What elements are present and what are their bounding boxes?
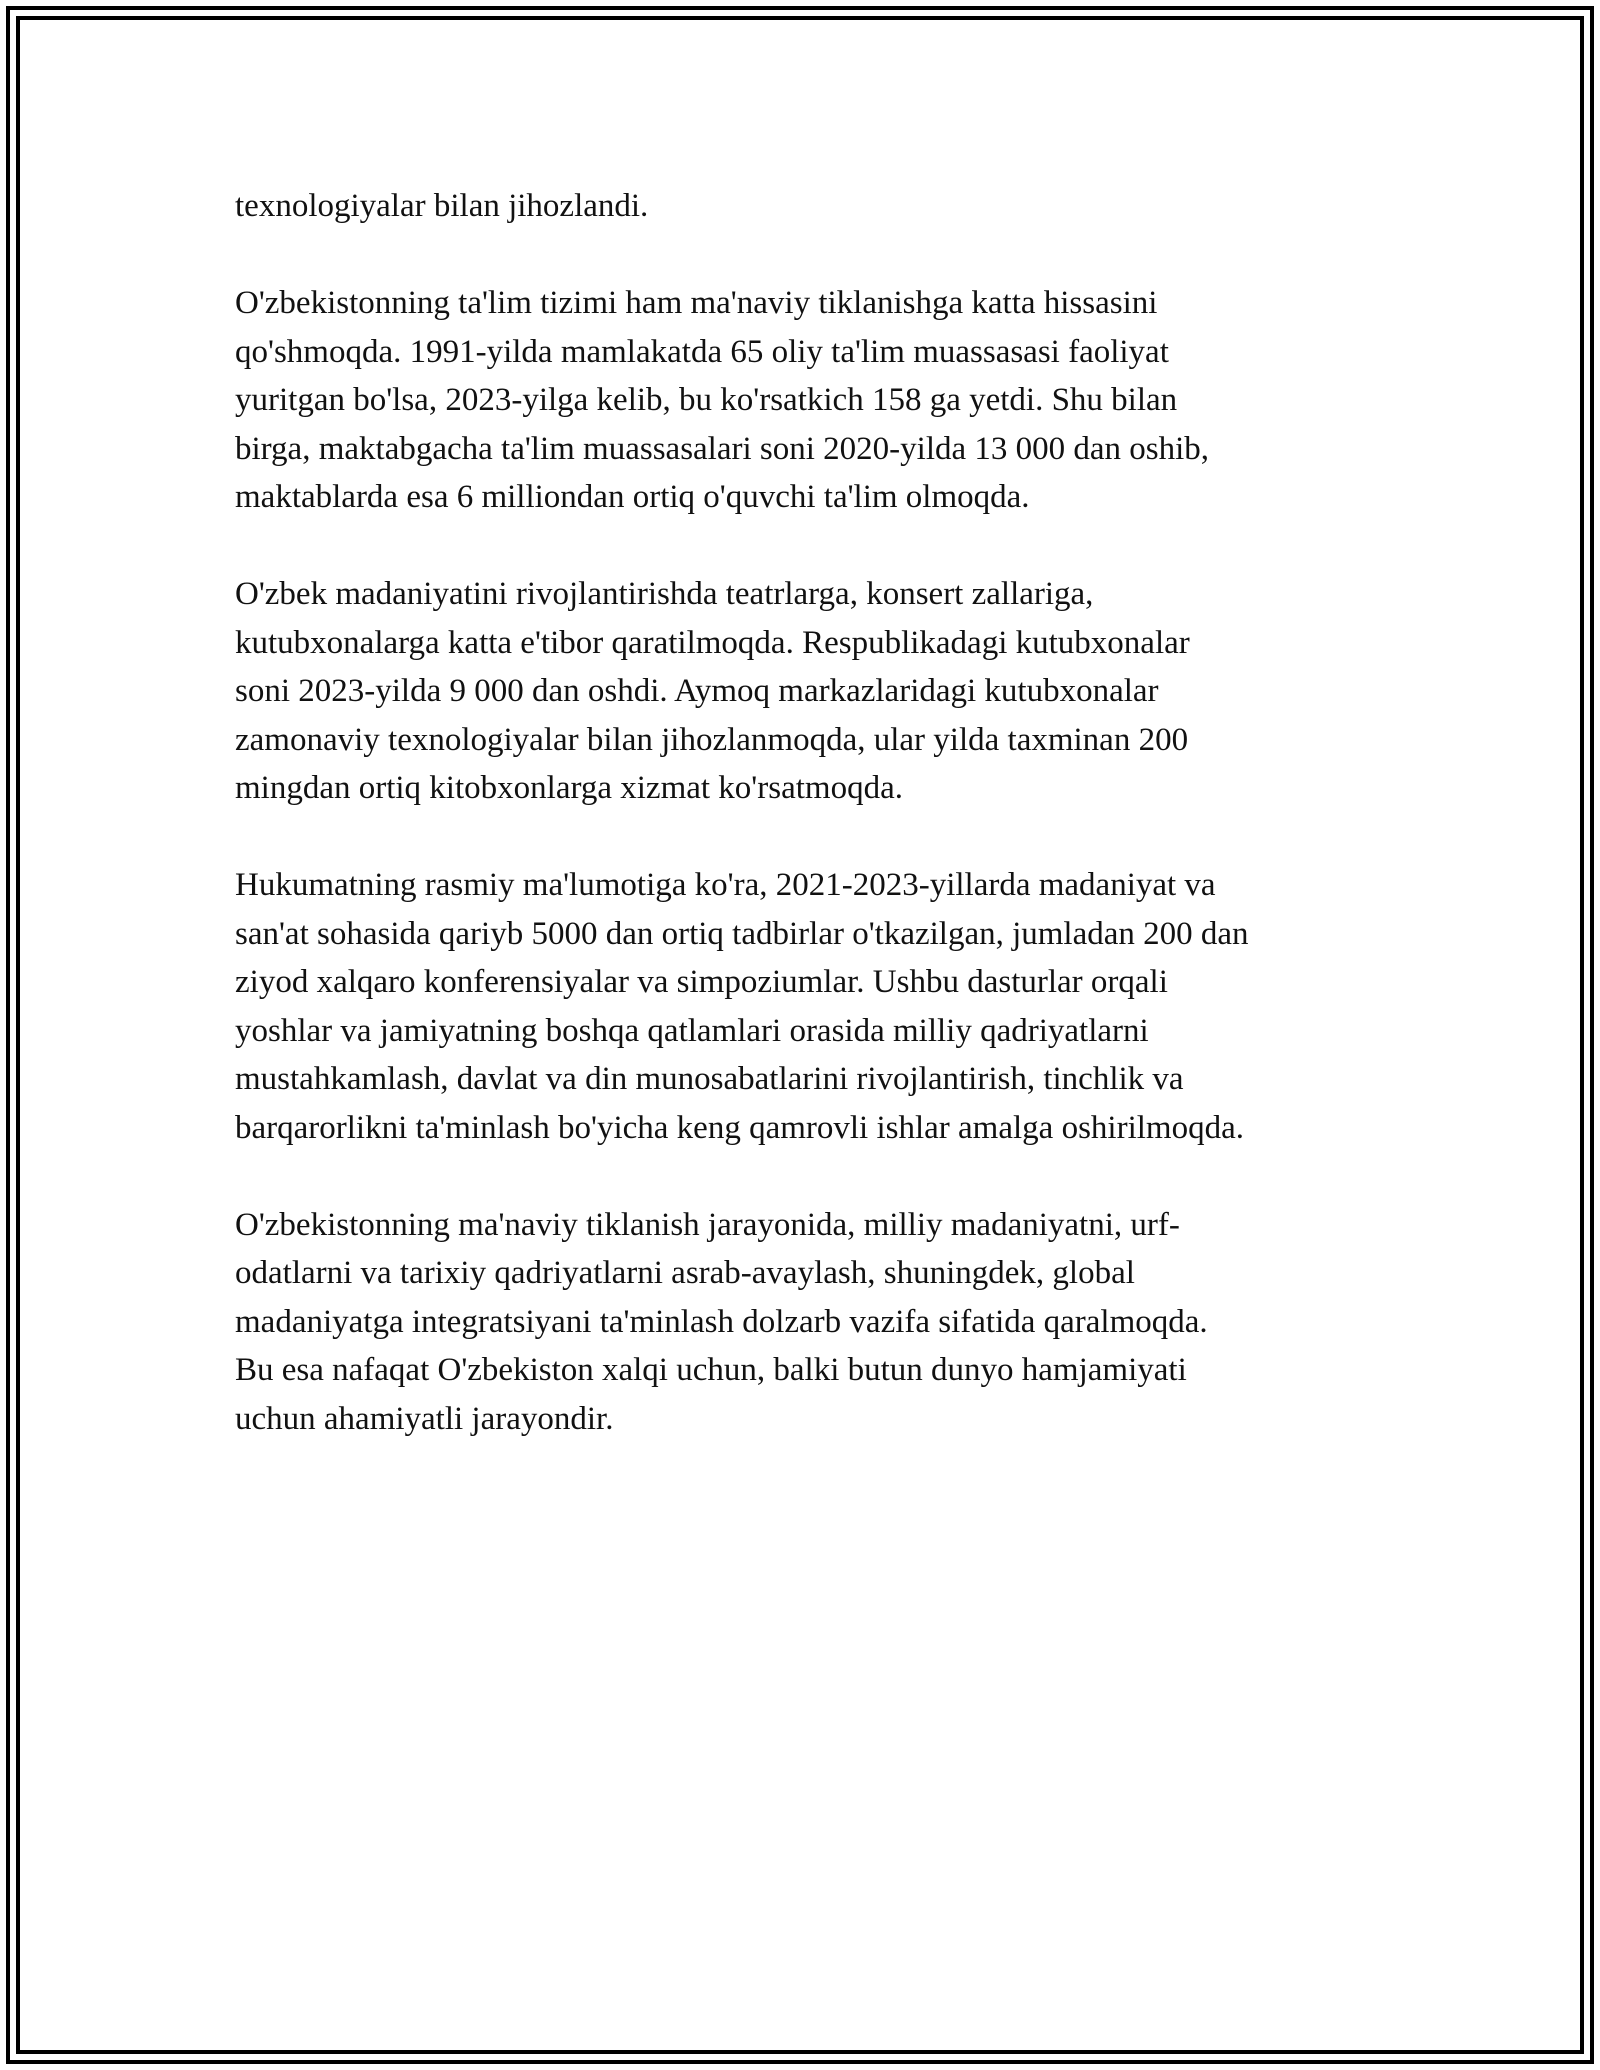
paragraph-2: O'zbekistonning ta'lim tizimi ham ma'naviy tiklanishga katta hissasini qo'shmoqda. 1991-yilda mamlakatda 65 oliy ta'lim muassasasi faoliyat yuritgan bo'lsa, 2023-yilga kelib, bu ko'rsatkich 158 ga yetdi. Shu bilan birga, maktabgacha ta'lim muassasalari soni 2020-yilda 13 000 dan oshib, maktablarda esa 6 milliondan ortiq o'quvchi ta'lim olmoqda. — [235, 285, 1210, 515]
paragraph-5: O'zbekistonning ma'naviy tiklanish jarayonida, milliy madaniyatni, urf- odatlarni va tarixiy qadriyatlarni asrab-avaylash, shuningdek, global madaniyatga integratsiyani ta'minlash dolzarb vazifa sifatida qaralmoqda. Bu esa nafaqat O'zbekiston xalqi uchun, balki butun dunyo hamjamiyati uchun ahamiyatli jarayondir. — [235, 1206, 1208, 1437]
document-body — [235, 182, 1375, 1492]
paragraph-1: texnologiyalar bilan jihozlandi. — [235, 188, 649, 224]
paragraph-3: O'zbek madaniyatini rivojlantirishda teatrlarga, konsert zallariga, kutubxonalarga katta e'tibor qaratilmoqda. Respublikadagi kutubxonalar soni 2023-yilda 9 000 dan oshdi. Aymoq markazlaridagi kutubxonalar zamonaviy texnologiyalar bilan jihozlanmoqda, ular yilda taxminan 200 mingdan ortiq kitobxonlarga xizmat ko'rsatmoqda. — [235, 576, 1190, 806]
paragraph-4: Hukumatning rasmiy ma'lumotiga ko'ra, 2021-2023-yillarda madaniyat va san'at sohasida qariyb 5000 dan ortiq tadbirlar o'tkazilgan, jumladan 200 dan ziyod xalqaro konferensiyalar va simpoziumlar. Ushbu dasturlar orqali yoshlar va jamiyatning boshqa qatlamlari orasida milliy qadriyatlarni mustahkamlash, davlat va din munosabatlarini rivojlantirish, tinchlik va barqarorlikni ta'minlash bo'yicha keng qamrovli ishlar amalga oshirilmoqda. — [235, 867, 1249, 1146]
